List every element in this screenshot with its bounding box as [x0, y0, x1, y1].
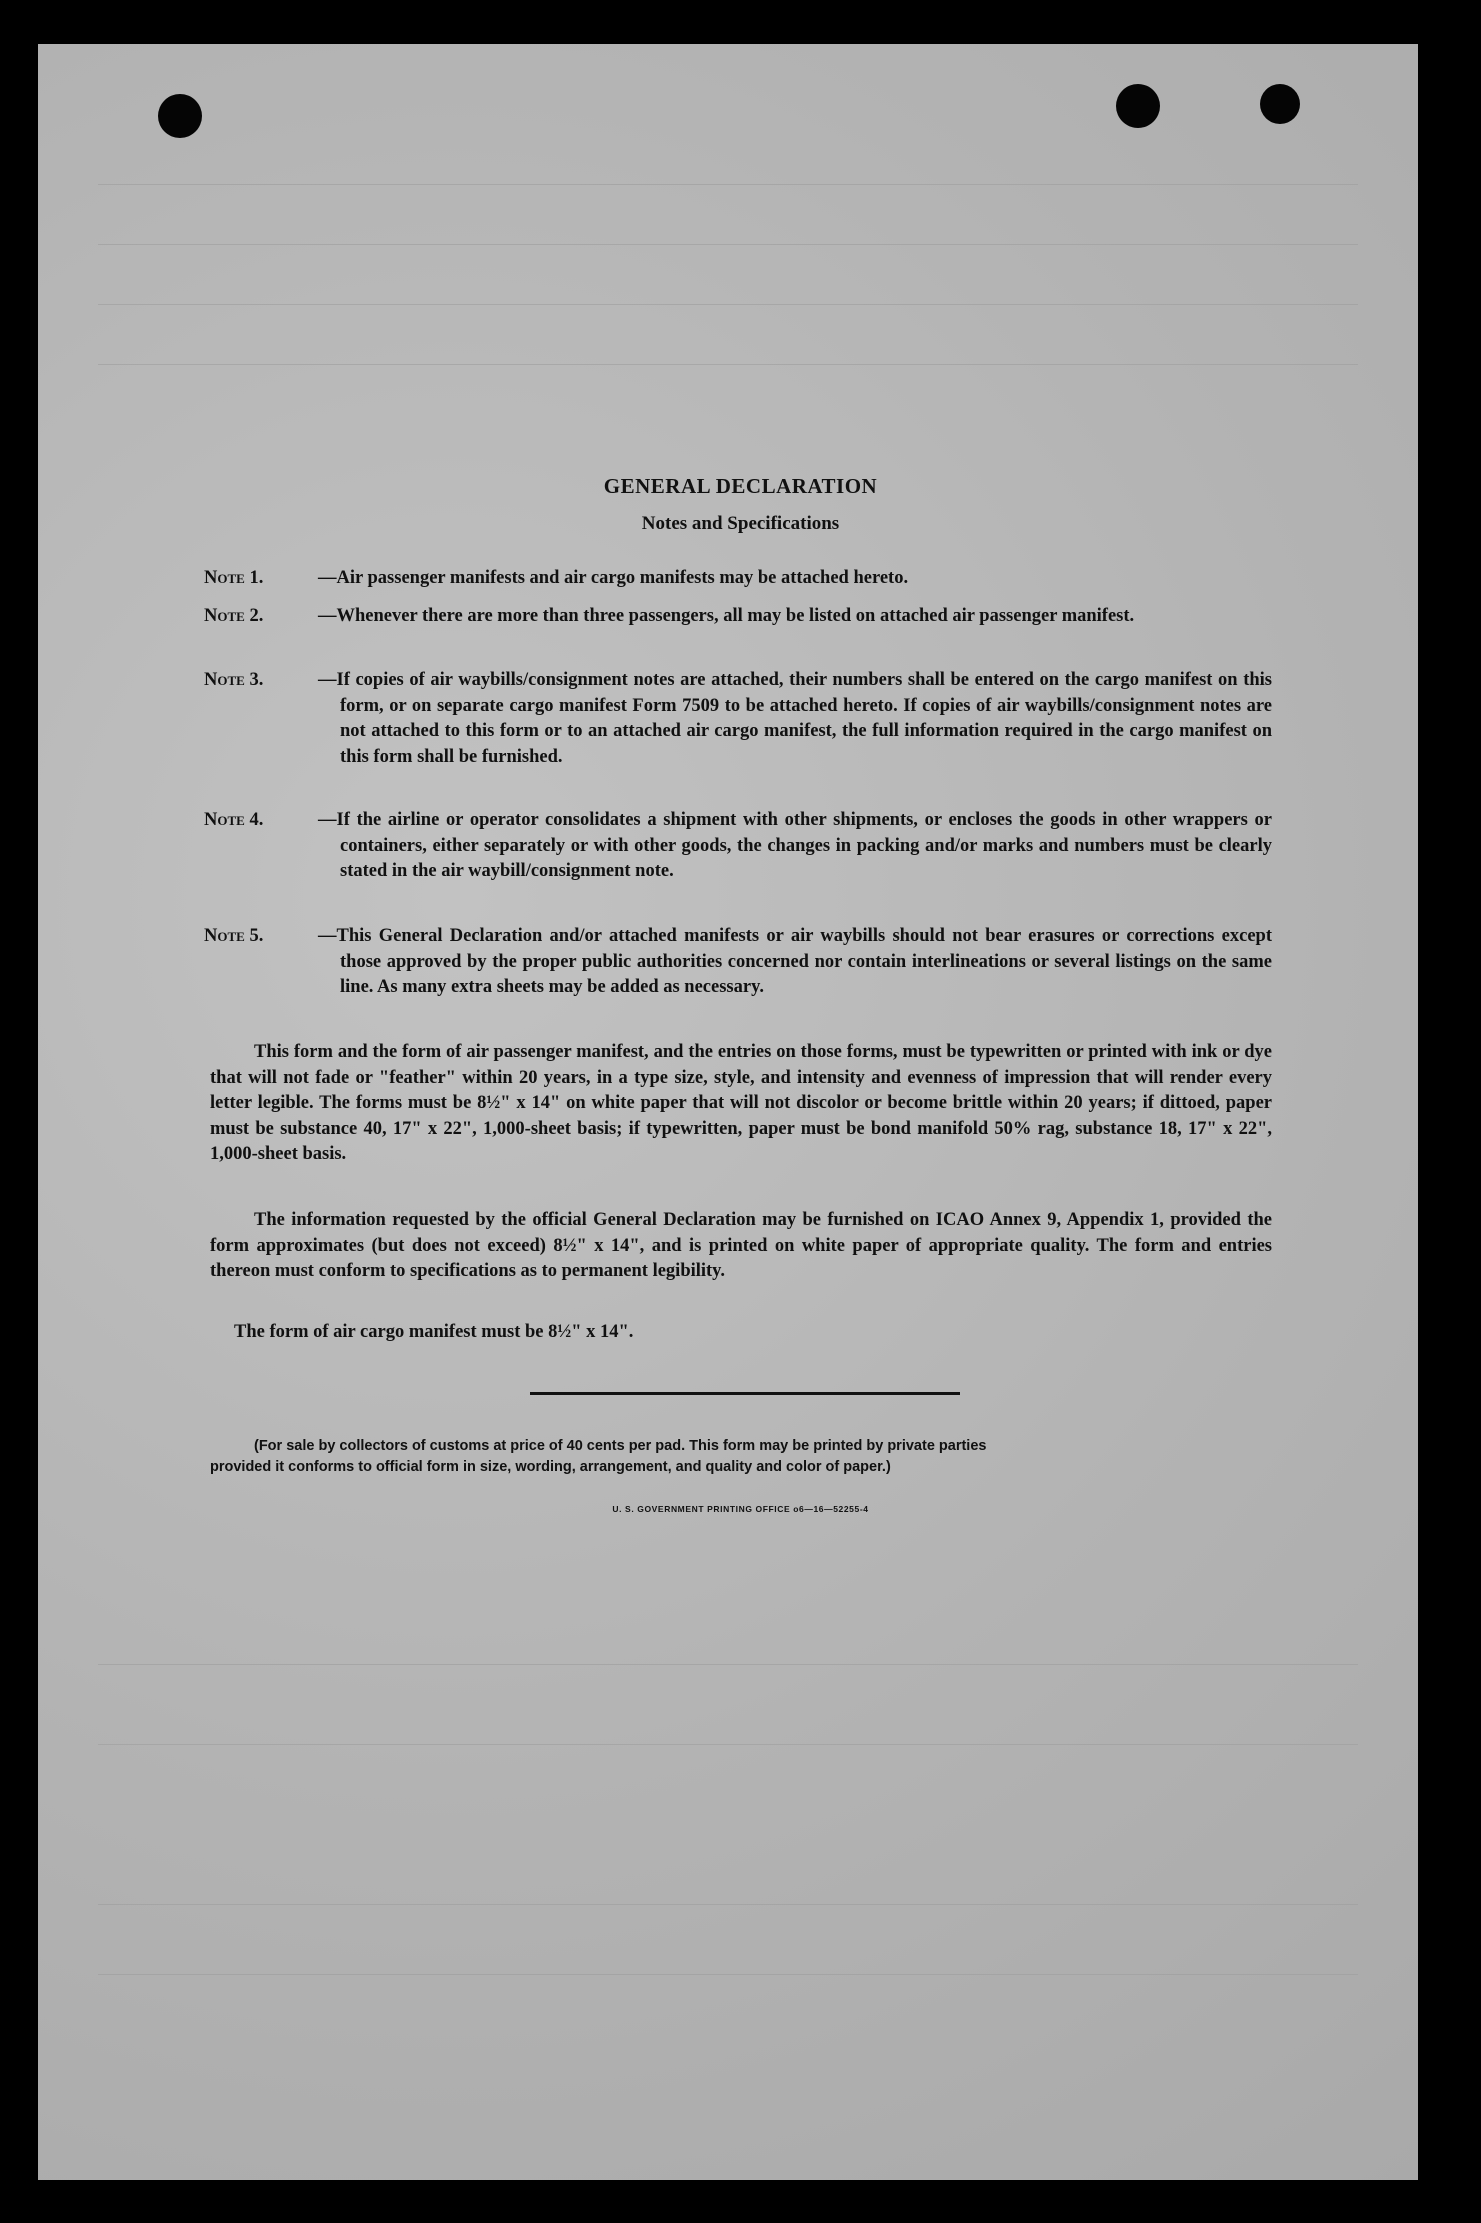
page-subtitle: Notes and Specifications [641, 513, 840, 534]
note-text: —If copies of air waybills/consignment notes are attached, their numbers shall be entered on the cargo manifest on this form, or on separate cargo manifest Form 7509 to be attached hereto. If copies of air waybills/consignment notes are not attached to this form or to an attached air cargo manifest, the full information required in the cargo manifest on this form shall be furnished. [318, 670, 1272, 767]
punch-hole-left [158, 94, 202, 138]
note-5 [204, 924, 1272, 1001]
note-label: Note 2. [204, 606, 264, 626]
note-4 [204, 808, 1272, 885]
note-text: —This General Declaration and/or attached manifests or air waybills should not bear erasures or corrections except those approved by the proper public authorities concerned nor contain interlineations or several listings on the same line. As many extra sheets may be added as necessary. [318, 926, 1272, 997]
sale-notice-line-2: provided it conforms to official form in size, wording, arrangement, and quality and color of paper.) [210, 1459, 891, 1475]
paragraph-legibility: This form and the form of air passenger manifest, and the entries on those forms, must be typewritten or printed with ink or dye that will not fade or "feather" within 20 years, in a type size, style, and intensity and evenness of impression that will render every letter legible. The forms must be 8½" x 14" on white paper that will not discolor or become brittle within 20 years; if dittoed, paper must be substance 40, 17" x 22", 1,000-sheet basis; if typewritten, paper must be bond manifold 50% rag, substance 18, 17" x 22", 1,000-sheet basis. [210, 1042, 1272, 1164]
bleed-through-rule [98, 244, 1358, 245]
sale-notice-line-1: (For sale by collectors of customs at price of 40 cents per pad. This form may be printed by private parties [254, 1438, 987, 1454]
sale-notice [210, 1436, 1272, 1478]
note-3 [204, 668, 1272, 770]
paragraph-cargo-size: The form of air cargo manifest must be 8½" x 14". [234, 1322, 634, 1342]
bleed-through-rule [98, 1904, 1358, 1905]
punch-hole-right [1116, 84, 1160, 128]
note-label: Note 5. [204, 926, 264, 946]
note-1 [204, 566, 1272, 592]
bleed-through-rule [98, 364, 1358, 365]
bleed-through-rule [98, 184, 1358, 185]
punch-hole-far-right [1260, 84, 1300, 124]
note-label: Note 4. [204, 810, 264, 830]
bleed-through-rule [98, 1664, 1358, 1665]
note-text: —Whenever there are more than three passengers, all may be listed on attached air passenger manifest. [318, 606, 1135, 626]
bleed-through-rule [98, 1744, 1358, 1745]
note-2 [204, 604, 1272, 630]
bleed-through-rule [98, 304, 1358, 305]
bleed-through-rule [98, 1974, 1358, 1975]
paragraph-icao: The information requested by the official General Declaration may be furnished on ICAO Annex 9, Appendix 1, provided the form approximates (but does not exceed) 8½" x 14", and is printed on white paper of appropriate quality. The form and entries thereon must conform to specifications as to permanent legibility. [210, 1210, 1272, 1281]
page-title: GENERAL DECLARATION [603, 474, 878, 498]
note-label: Note 3. [204, 670, 264, 690]
note-text: —If the airline or operator consolidates a shipment with other shipments, or encloses the goods in other wrappers or containers, either separately or with other goods, the changes in packing and/or marks and numbers must be clearly stated in the air waybill/consignment note. [318, 810, 1272, 881]
signature-rule [530, 1392, 960, 1395]
note-text: —Air passenger manifests and air cargo manifests may be attached hereto. [318, 568, 909, 588]
note-label: Note 1. [204, 568, 264, 588]
printer-mark: U. S. GOVERNMENT PRINTING OFFICE o6—16—52255-4 [612, 1504, 869, 1514]
